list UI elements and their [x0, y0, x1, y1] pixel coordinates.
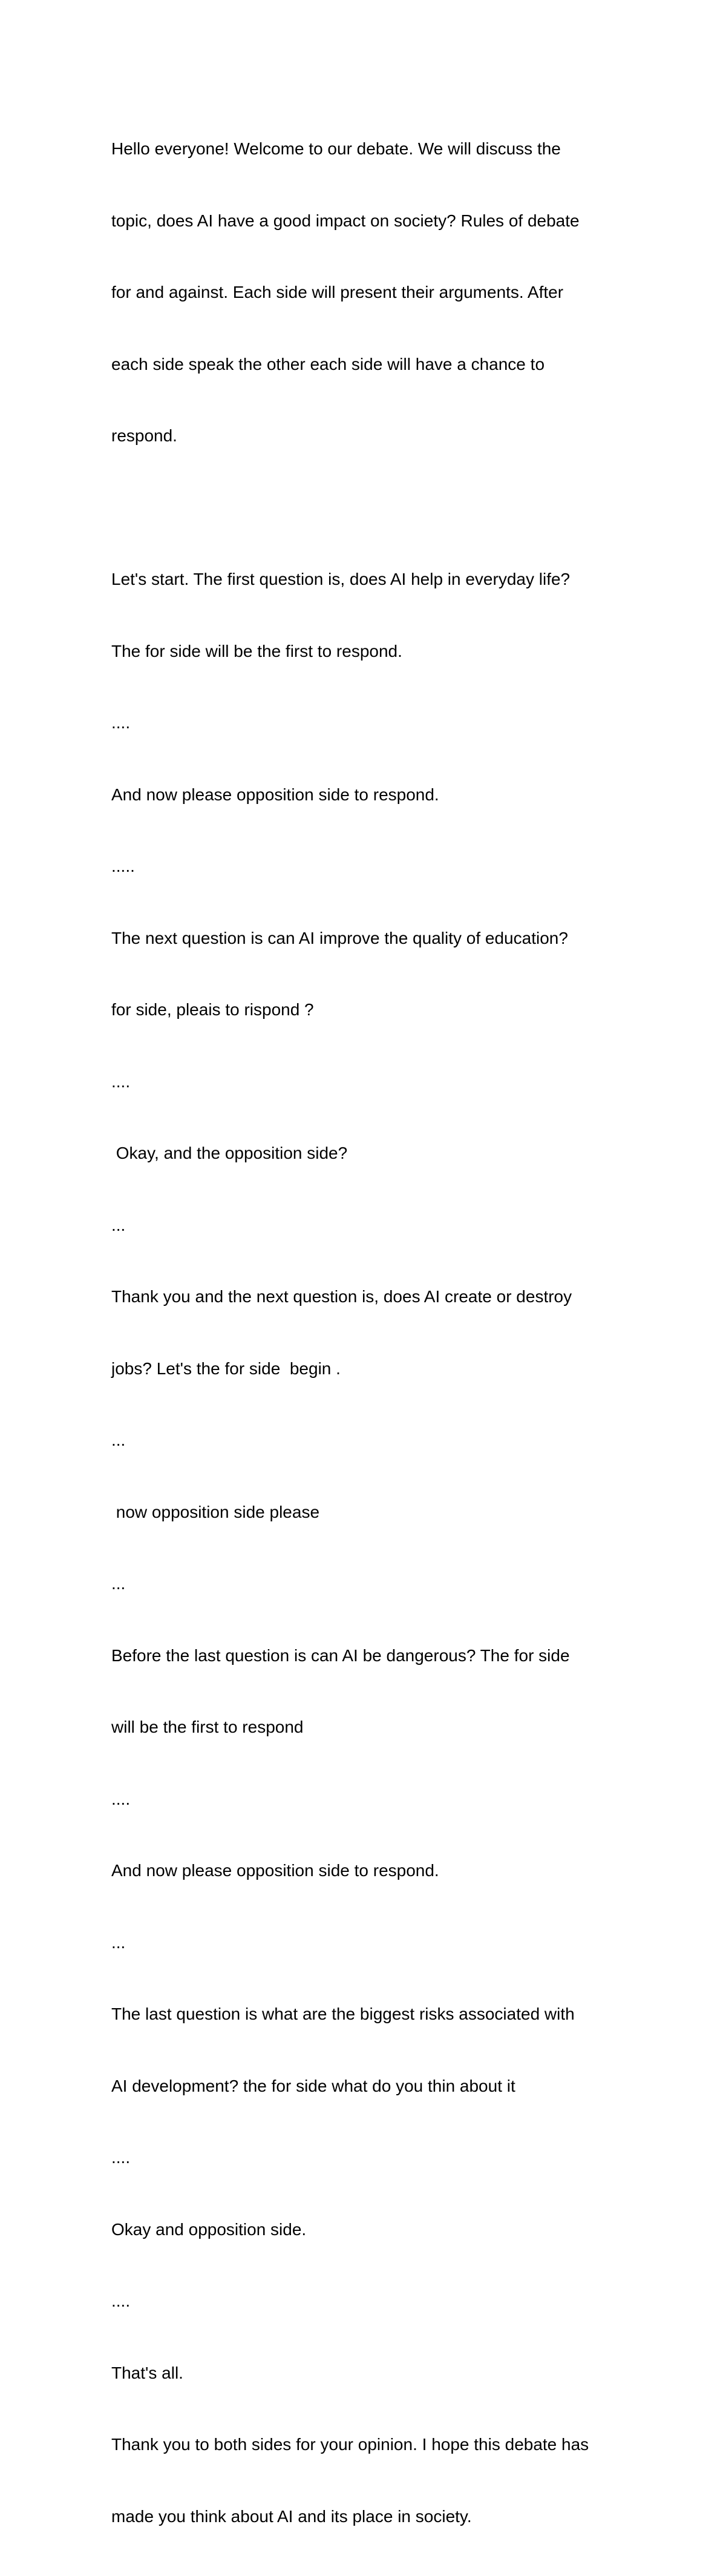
script-line: ....	[111, 1789, 131, 1808]
script-line: Let's start. The first question is, does AI help in everyday life?	[111, 570, 571, 588]
script-line: Before the last question is can AI be dangerous? The for side	[111, 1645, 570, 1665]
script-line: ....	[111, 2291, 131, 2310]
script-line: ....	[111, 1072, 131, 1091]
script-line: Thank you to both sides for your opinion. I hope this debate has	[111, 2435, 589, 2454]
script-line: Thank you and the next question is, does AI create or destroy	[111, 1287, 572, 1306]
intro-line: topic, does AI have a good impact on society? Rules of debate	[111, 211, 580, 230]
script-line: made you think about AI and its place in society.	[111, 2506, 472, 2526]
intro-line: Hello everyone! Welcome to our debate. We will discuss the	[111, 139, 561, 158]
intro-line: respond.	[111, 426, 177, 445]
script-line: ...	[111, 1215, 126, 1234]
script-line: And now please opposition side to respond.	[111, 1861, 439, 1880]
script-line: And now please opposition side to respond.	[111, 785, 439, 804]
script-line: ...	[111, 1431, 126, 1449]
script-line: Okay and opposition side.	[111, 2219, 307, 2239]
script-line: The for side will be the first to respond.	[111, 641, 402, 660]
script-line: AI development? the for side what do you thin about it	[111, 2076, 515, 2095]
script-line: That's all.	[111, 2363, 183, 2382]
paragraph-spacer	[111, 496, 644, 520]
script-line: for side, pleais to rispond ?	[111, 1000, 314, 1019]
script-line: ....	[111, 713, 131, 732]
script-line: ....	[111, 2148, 131, 2167]
script-line: The last question is what are the biggest risks associated with	[111, 2004, 575, 2023]
script-line: .....	[111, 857, 135, 875]
script-line: jobs? Let's the for side begin .	[111, 1359, 341, 1378]
script-line: The next question is can AI improve the quality of education?	[111, 928, 568, 947]
intro-line: each side speak the other each side will have a chance to	[111, 354, 545, 374]
script-line: ...	[111, 1574, 126, 1593]
intro-line: for and against. Each side will present their arguments. After	[111, 283, 564, 301]
script-line: Okay, and the opposition side?	[111, 1144, 348, 1162]
script-line: will be the first to respond	[111, 1718, 304, 1736]
script-line: now opposition side please	[111, 1502, 320, 1521]
script-line: ...	[111, 1932, 126, 1952]
document-body	[111, 89, 644, 2576]
